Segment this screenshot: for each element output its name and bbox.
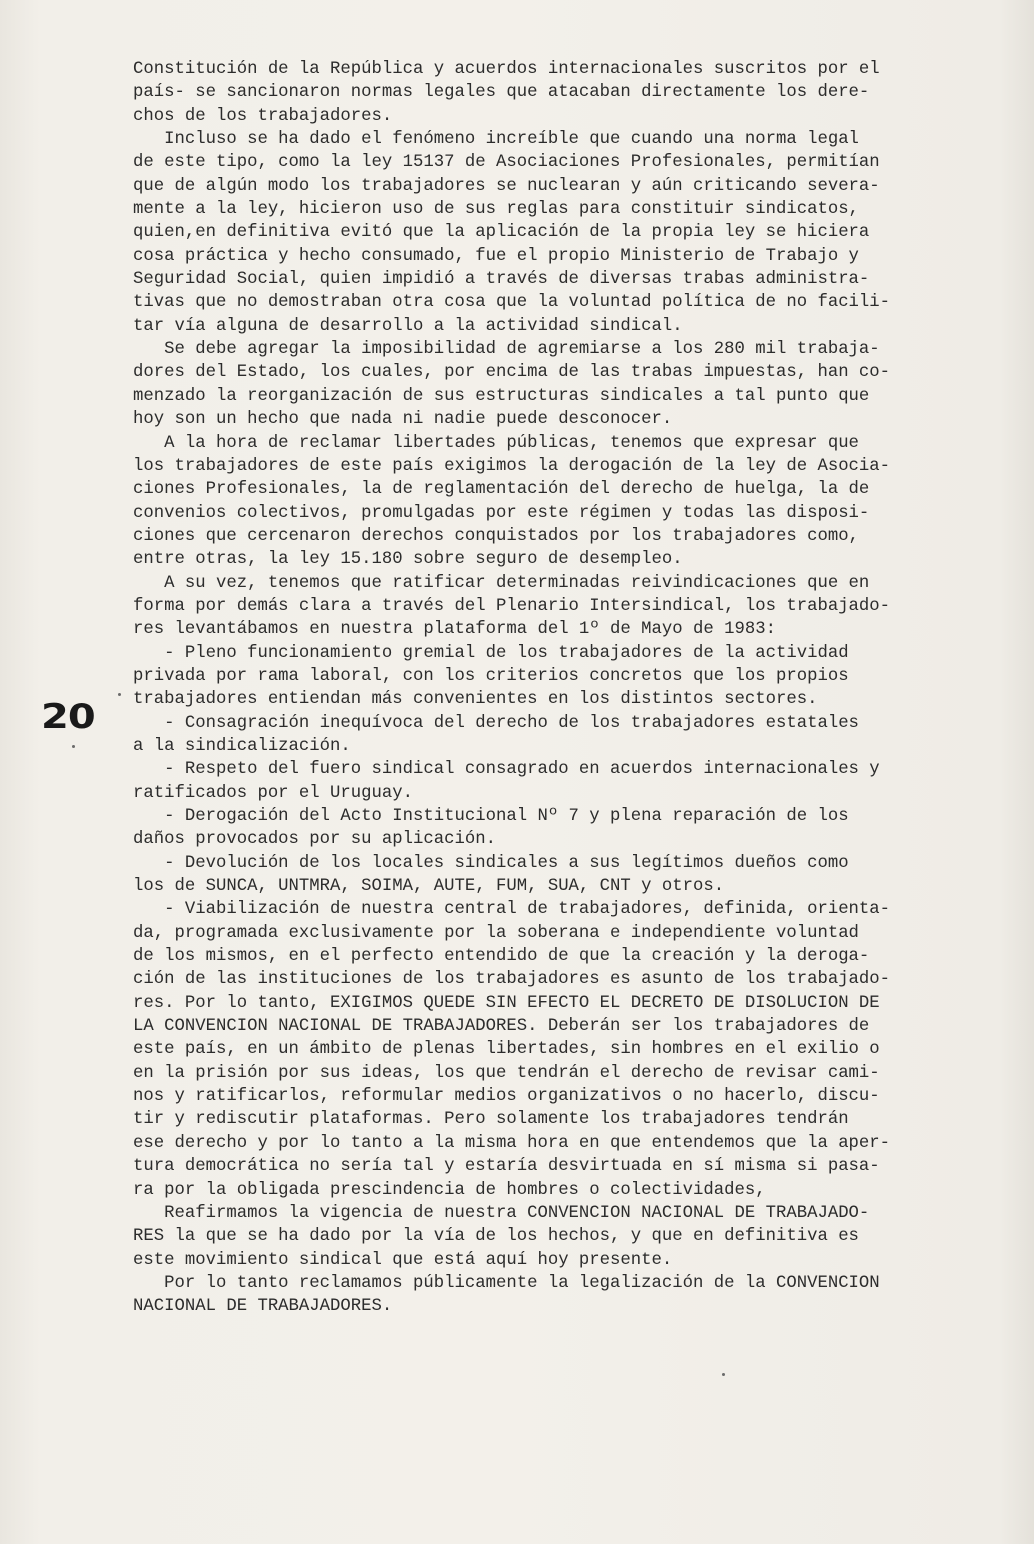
text-line: dores del Estado, los cuales, por encima de las trabas impuestas, han co- (133, 363, 891, 383)
text-line: - Respeto del fuero sindical consagrado en acuerdos internacionales y (133, 760, 880, 780)
text-line: que de algún modo los trabajadores se nuclearan y aún criticando severa- (133, 176, 880, 196)
text-line: privada por rama laboral, con los criterios concretos que los propios (133, 666, 849, 686)
text-line: de los mismos, en el perfecto entendido de que la creación y la deroga- (133, 947, 870, 967)
ink-speck (72, 745, 75, 748)
text-line: forma por demás clara a través del Plenario Intersindical, los trabajado- (133, 596, 891, 616)
text-line: los trabajadores de este país exigimos la derogación de la ley de Asocia- (133, 456, 891, 476)
text-line: de este tipo, como la ley 15137 de Asociaciones Profesionales, permitían (133, 153, 880, 173)
text-line: daños provocados por su aplicación. (133, 830, 496, 850)
text-line: Constitución de la República y acuerdos internacionales suscritos por el (133, 60, 880, 79)
text-line: chos de los trabajadores. (133, 106, 393, 126)
text-line: entre otras, la ley 15.180 sobre seguro de desempleo. (133, 550, 683, 570)
text-line: este movimiento sindical que está aquí hoy presente. (133, 1250, 673, 1270)
text-line: Seguridad Social, quien impidió a través de diversas trabas administra- (133, 270, 870, 290)
text-line: en la prisión por sus ideas, los que tendrán el derecho de revisar cami- (133, 1063, 880, 1083)
text-line: ciones que cercenaron derechos conquistados por los trabajadores como, (133, 526, 859, 546)
text-line: ción de las instituciones de los trabajadores es asunto de los trabajado- (133, 970, 891, 990)
text-line: ciones Profesionales, la de reglamentación del derecho de huelga, la de (133, 480, 870, 500)
text-line: - Viabilización de nuestra central de trabajadores, definida, orienta- (133, 900, 891, 920)
ink-speck (722, 1373, 725, 1376)
text-line: RES la que se ha dado por la vía de los hechos, y que en definitiva es (133, 1227, 859, 1247)
text-line: Por lo tanto reclamamos públicamente la legalización de la CONVENCION (133, 1273, 880, 1293)
text-line: tivas que no demostraban otra cosa que la voluntad política de no facili- (133, 293, 891, 313)
text-line: Incluso se ha dado el fenómeno increíble que cuando una norma legal (133, 130, 859, 150)
text-line: tar vía alguna de desarrollo a la actividad sindical. (133, 316, 683, 336)
text-line: cosa práctica y hecho consumado, fue el propio Ministerio de Trabajo y (133, 246, 859, 266)
ink-speck (118, 693, 121, 696)
text-line: Se debe agregar la imposibilidad de agremiarse a los 280 mil trabaja- (133, 340, 880, 360)
text-line: país- se sancionaron normas legales que atacaban directamente los dere- (133, 83, 870, 103)
text-line: - Devolución de los locales sindicales a sus legítimos dueños como (133, 853, 849, 873)
text-line: trabajadores entiendan más convenientes en los distintos sectores. (133, 690, 818, 710)
text-line: da, programada exclusivamente por la soberana e independiente voluntad (133, 923, 859, 943)
text-line: ratificados por el Uruguay. (133, 783, 414, 803)
text-line (133, 1319, 1013, 1342)
text-line: NACIONAL DE TRABAJADORES. (133, 1297, 393, 1317)
text-line: A la hora de reclamar libertades públicas, tenemos que expresar que (133, 433, 859, 453)
text-line: - Pleno funcionamiento gremial de los trabajadores de la actividad (133, 643, 849, 663)
text-line: mente a la ley, hicieron uso de sus reglas para constituir sindicatos, (133, 200, 859, 220)
text-line: hoy son un hecho que nada ni nadie puede desconocer. (133, 410, 673, 430)
text-line: tura democrática no sería tal y estaría desvirtuada en sí misma si pasa- (133, 1157, 880, 1177)
text-line: convenios colectivos, promulgadas por este régimen y todas las disposi- (133, 503, 870, 523)
text-line: menzado la reorganización de sus estructuras sindicales a tal punto que (133, 386, 870, 406)
page-number: 20 (41, 697, 95, 737)
text-line: A su vez, tenemos que ratificar determinadas reivindicaciones que en (133, 573, 870, 593)
text-line: ra por la obligada prescindencia de hombres o colectividades, (133, 1180, 766, 1200)
text-line: los de SUNCA, UNTMRA, SOIMA, AUTE, FUM, SUA, CNT y otros. (133, 877, 725, 897)
text-line: - Consagración inequívoca del derecho de los trabajadores estatales (133, 713, 859, 733)
text-line: - Derogación del Acto Institucional Nº 7 y plena reparación de los (133, 807, 849, 826)
text-line: tir y rediscutir plataformas. Pero solamente los trabajadores tendrán (133, 1110, 849, 1130)
text-line: quien,en definitiva evitó que la aplicación de la propia ley se hiciera (133, 223, 870, 243)
text-line: a la sindicalización. (133, 736, 351, 756)
body-text (133, 58, 1013, 1342)
text-line: Reafirmamos la vigencia de nuestra CONVENCION NACIONAL DE TRABAJADO- (133, 1203, 870, 1223)
text-line: ese derecho y por lo tanto a la misma hora en que entendemos que la aper- (133, 1133, 891, 1153)
text-line: LA CONVENCION NACIONAL DE TRABAJADORES. Deberán ser los trabajadores de (133, 1017, 870, 1037)
text-line: nos y ratificarlos, reformular medios organizativos o no hacerlo, discu- (133, 1087, 880, 1107)
text-line: res. Por lo tanto, EXIGIMOS QUEDE SIN EFECTO EL DECRETO DE DISOLUCION DE (133, 993, 880, 1013)
text-line: este país, en un ámbito de plenas libertades, sin hombres en el exilio o (133, 1040, 880, 1060)
text-line: res levantábamos en nuestra plataforma del 1º de Mayo de 1983: (133, 620, 776, 640)
